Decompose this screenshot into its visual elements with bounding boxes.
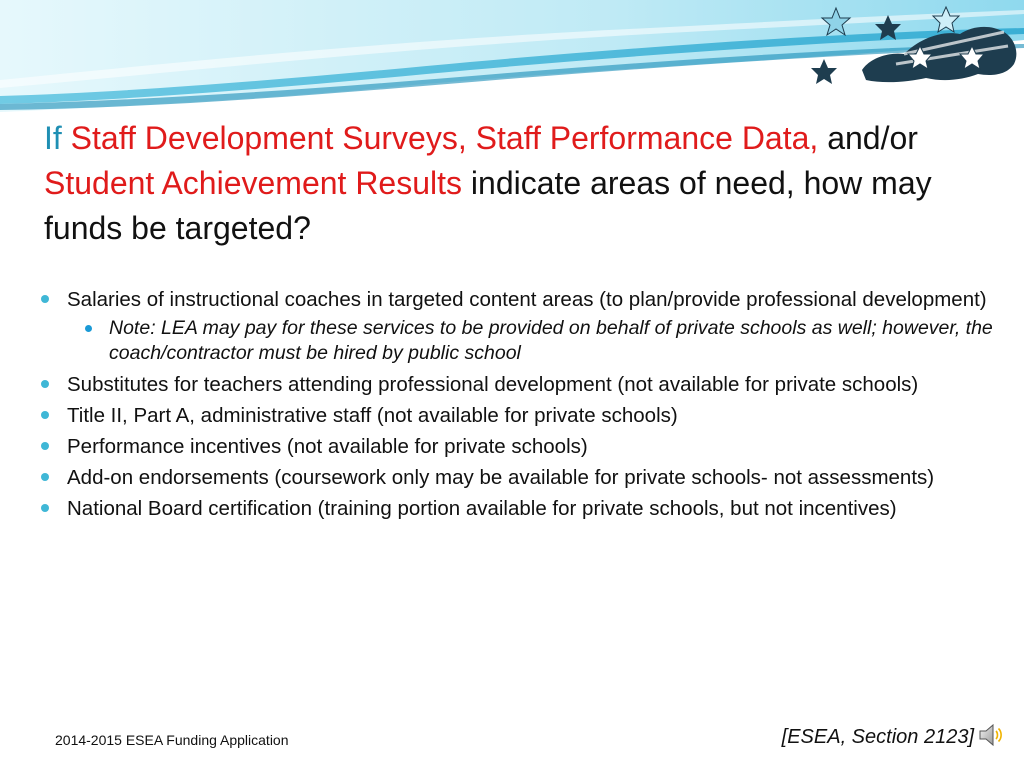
star-icon: [933, 7, 959, 32]
speaker-icon[interactable]: [978, 722, 1004, 748]
citation-text: [ESEA, Section 2123]: [781, 726, 974, 748]
title-segment-surveys: Staff Development Surveys, Staff Performance Data,: [70, 120, 828, 156]
slide-title: [44, 116, 974, 251]
list-item: [40, 434, 1000, 459]
bullet-text: Substitutes for teachers attending professional development (not available for private schools): [67, 373, 919, 396]
bullet-text: National Board certification (training portion available for private schools, but not incentives): [67, 497, 897, 520]
star-icon: [875, 15, 901, 40]
title-segment-question: indicate areas of need, how may funds be targeted?: [44, 165, 932, 246]
star-icon: [822, 8, 850, 35]
bullet-content: [40, 287, 1000, 527]
title-segment-if: If: [44, 120, 71, 156]
list-item: [40, 403, 1000, 428]
sub-list-item: [67, 316, 1000, 366]
title-segment-results: Student Achievement Results: [44, 165, 471, 201]
bullet-list: [40, 287, 1000, 521]
sub-bullet-text: Note: LEA may pay for these services to be provided on behalf of private schools as well; however, the coach/contractor must be hired by public school: [109, 317, 993, 364]
star-icon: [811, 59, 837, 84]
bullet-text: Performance incentives (not available for private schools): [67, 435, 588, 458]
list-item: [40, 372, 1000, 397]
title-segment-andor: and/or: [827, 120, 918, 156]
stars-map-ornament: [800, 0, 1024, 100]
list-item: [40, 465, 1000, 490]
bullet-text: Salaries of instructional coaches in targeted content areas (to plan/provide professional development): [67, 288, 987, 311]
bullet-text: Add-on endorsements (coursework only may be available for private schools- not assessments): [67, 466, 935, 489]
sub-bullet-list: [67, 316, 1000, 366]
footer-text: 2014-2015 ESEA Funding Application: [55, 732, 289, 748]
list-item: [40, 496, 1000, 521]
bullet-text: Title II, Part A, administrative staff (not available for private schools): [67, 404, 678, 427]
list-item: [40, 287, 1000, 366]
